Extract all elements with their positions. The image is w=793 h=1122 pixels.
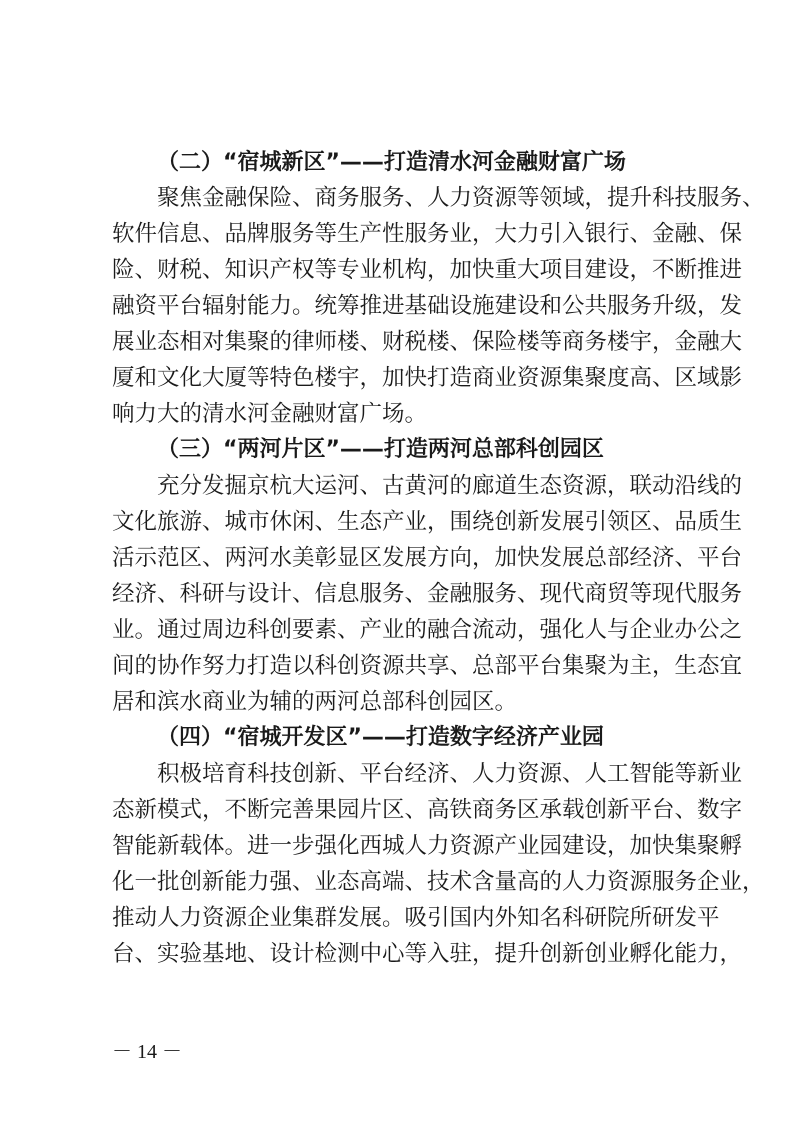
- paragraph-line: 智能新载体。进一步强化西城人力资源产业园建设，加快集聚孵: [112, 833, 743, 859]
- paragraph-line: 软件信息、品牌服务等生产性服务业，大力引入银行、金融、保: [112, 221, 743, 247]
- paragraph-line: 聚焦金融保险、商务服务、人力资源等领域，提升科技服务、: [157, 185, 765, 211]
- paragraph-line: 险、财税、知识产权等专业机构，加快重大项目建设，不断推进: [112, 257, 743, 283]
- paragraph-line: 业。通过周边科创要素、产业的融合流动，强化人与企业办公之: [112, 617, 743, 643]
- paragraph-line: 厦和文化大厦等特色楼宇，加快打造商业资源集聚度高、区域影: [112, 365, 743, 391]
- paragraph-line: 展业态相对集聚的律师楼、财税楼、保险楼等商务楼宇，金融大: [112, 329, 743, 355]
- paragraph-line: 响力大的清水河金融财富广场。: [112, 401, 428, 427]
- paragraph-line: 经济、科研与设计、信息服务、金融服务、现代商贸等现代服务: [112, 581, 743, 607]
- paragraph-line: 态新模式，不断完善果园片区、高铁商务区承载创新平台、数字: [112, 797, 743, 823]
- paragraph-line: 充分发掘京杭大运河、古黄河的廊道生态资源，联动沿线的: [157, 473, 743, 499]
- paragraph-line: 文化旅游、城市休闲、生态产业，围绕创新发展引领区、品质生: [112, 509, 743, 535]
- paragraph-line: 融资平台辐射能力。统筹推进基础设施建设和公共服务升级，发: [112, 293, 743, 319]
- paragraph-line: 台、实验基地、设计检测中心等入驻，提升创新创业孵化能力，: [112, 941, 743, 967]
- paragraph-line: 活示范区、两河水美彰显区发展方向，加快发展总部经济、平台: [112, 545, 743, 571]
- paragraph-line: 化一批创新能力强、业态高端、技术含量高的人力资源服务企业，: [112, 869, 765, 895]
- paragraph-line: 积极培育科技创新、平台经济、人力资源、人工智能等新业: [157, 761, 743, 787]
- paragraph-line: 推动人力资源企业集群发展。吸引国内外知名科研院所研发平: [112, 905, 720, 931]
- section-heading-4: （四）“宿城开发区”——打造数字经济产业园: [157, 725, 604, 750]
- page-number: － 14 －: [112, 1041, 182, 1063]
- paragraph-line: 居和滨水商业为辅的两河总部科创园区。: [112, 689, 518, 715]
- section-heading-2: （二）“宿城新区”——打造清水河金融财富广场: [157, 150, 626, 175]
- section-heading-3: （三）“两河片区”——打造两河总部科创园区: [157, 437, 604, 462]
- paragraph-line: 间的协作努力打造以科创资源共享、总部平台集聚为主，生态宜: [112, 653, 743, 679]
